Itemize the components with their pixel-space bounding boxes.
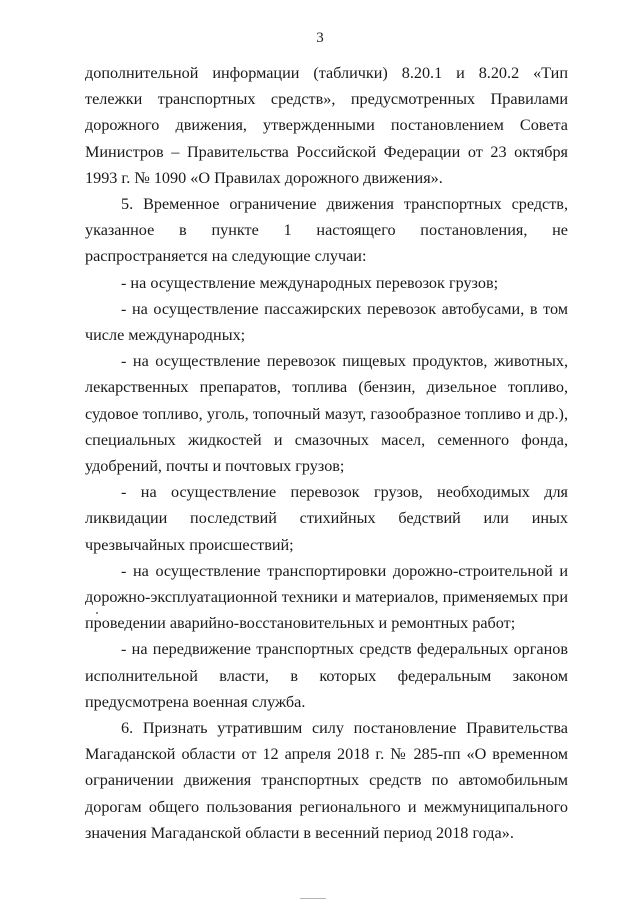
document-body: [85, 60, 568, 846]
scan-artifact-dot: [96, 612, 98, 614]
paragraph-item-5: 5. Временное ограничение движения транспортных средств, указанное в пункте 1 настоящего постановления, не распространяется на следующие случаи:: [85, 195, 568, 266]
list-item-international-cargo: - на осуществление международных перевозок грузов;: [121, 273, 499, 292]
list-item-passenger-buses: - на осуществление пассажирских перевозок автобусами, в том числе международных;: [85, 299, 568, 345]
list-item-food-fuel: - на осуществление перевозок пищевых продуктов, животных, лекарственных препаратов, топлива (бензин, дизельное топливо, судовое топливо, уголь, топочный мазут, газообразное топливо и др.), специальных жидкостей и смазочных масел, семенного фонда, удобрений, почты и почтовых грузов;: [85, 352, 568, 476]
scan-artifact-line: [300, 898, 326, 899]
paragraph-item-6: 6. Признать утратившим силу постановление Правительства Магаданской области от 12 апреля 2018 г. № 285-пп «О временном ограничении движения транспортных средств по автомобильным дорогам общего пользования регионального и межмуниципального значения Магаданской области в весенний период 2018 года».: [85, 719, 568, 842]
list-item-federal-vehicles: - на передвижение транспортных средств федеральных органов исполнительной власти, в которых федеральным законом предусмотрена военная служба.: [85, 640, 568, 711]
list-item-road-equipment: - на осуществление транспортировки дорожно-строительной и дорожно-эксплуатационной техники и материалов, применяемых при проведении аварийно-восстановительных и ремонтных работ;: [85, 561, 568, 633]
list-item-disaster-relief: - на осуществление перевозок грузов, необходимых для ликвидации последствий стихийных бедствий или иных чрезвычайных происшествий;: [85, 483, 568, 554]
page-number: 3: [316, 30, 324, 46]
paragraph-continuation: дополнительной информации (таблички) 8.20.1 и 8.20.2 «Тип тележки транспортных средств», предусмотренных Правилами дорожного движения, утвержденными постановлением Совета Министров – Правительства Российской Федерации от 23 октября 1993 г. № 1090 «О Правилах дорожного движения».: [85, 64, 568, 187]
